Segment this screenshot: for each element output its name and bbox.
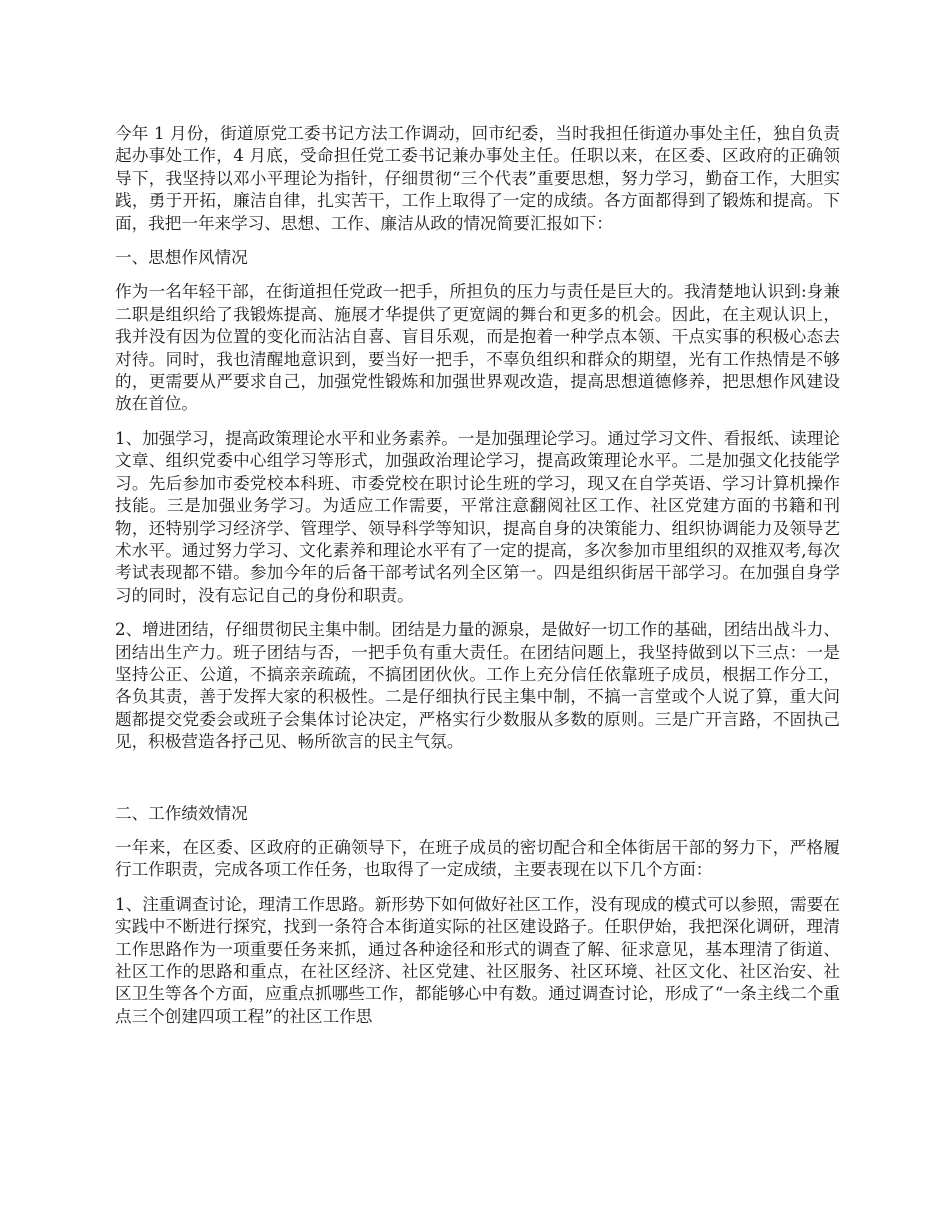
paragraph-study: 1、加强学习，提高政策理论水平和业务素养。一是加强理论学习。通过学习文件、看报纸、读理论文章、组织党委中心组学习等形式，加强政治理论学习，提高政策理论水平。二是加强文化技能学习。先后参加市委党校本科班、市委党校在职讨论生班的学习，现又在自学英语、学习计算机操作技能。三是加强业务学习。为适应工作需要，平常注意翻阅社区工作、社区党建方面的书籍和刊物，还特别学习经济学、管理学、领导科学等知识，提高自身的决策能力、组织协调能力及领导艺术水平。通过努力学习、文化素养和理论水平有了一定的提高，多次参加市里组织的双推双考,每次考试表现都不错。参加今年的后备干部考试名列全区第一。四是组织街居干部学习。在加强自身学习的同时，没有忘记自己的身份和职责。: [115, 428, 840, 605]
document-body: [115, 123, 840, 1040]
intro-paragraph: 今年 1 月份，街道原党工委书记方法工作调动，回市纪委，当时我担任街道办事处主任，独自负责起办事处工作，4 月底，受命担任党工委书记兼办事处主任。任职以来，在区委、区政府的正确领导下，我坚持以邓小平理论为指针，仔细贯彻“三个代表”重要思想，努力学习，勤奋工作，大胆实践，勇于开拓，廉洁自律，扎实苦干，工作上取得了一定的成绩。各方面都得到了锻炼和提高。下面，我把一年来学习、思想、工作、廉洁从政的情况简要汇报如下：: [115, 124, 840, 233]
paragraph-performance-intro: 一年来，在区委、区政府的正确领导下，在班子成员的密切配合和全体街居干部的努力下，严格履行工作职责，完成各项工作任务，也取得了一定成绩，主要表现在以下几个方面：: [115, 837, 840, 880]
section-heading-thought-style: 一、思想作风情况: [115, 248, 248, 268]
paragraph-thought-style: 作为一名年轻干部，在街道担任党政一把手，所担负的压力与责任是巨大的。我清楚地认识到:身兼二职是组织给了我锻炼提高、施展才华提供了更宽阔的舞台和更多的机会。因此，在主观认识上，我并没有因为位置的变化而沾沾自喜、盲目乐观，而是抱着一种学点本领、干点实事的积极心态去对待。同时，我也清醒地意识到，要当好一把手，不辜负组织和群众的期望，光有工作热情是不够的，更需要从严要求自己，加强党性锻炼和加强世界观改造，提高思想道德修养，把思想作风建设放在首位。: [115, 282, 840, 414]
paragraph-research: 1、注重调查讨论，理清工作思路。新形势下如何做好社区工作，没有现成的模式可以参照，需要在实践中不断进行探究，找到一条符合本街道实际的社区建设路子。任职伊始，我把深化调研，理清工作思路作为一项重要任务来抓，通过各种途径和形式的调查了解、征求意见，基本理清了街道、社区工作的思路和重点，在社区经济、社区党建、社区服务、社区环境、社区文化、社区治安、社区卫生等各个方面，应重点抓哪些工作，都能够心中有数。通过调查讨论，形成了“一条主线二个重点三个创建四项工程”的社区工作思: [115, 894, 840, 1026]
section-heading-performance: 二、工作绩效情况: [115, 803, 248, 823]
paragraph-unity: 2、增进团结，仔细贯彻民主集中制。团结是力量的源泉，是做好一切工作的基础，团结出战斗力、团结出生产力。班子团结与否，一把手负有重大责任。在团结问题上，我坚持做到以下三点：一是坚持公正、公道，不搞亲亲疏疏，不搞团团伙伙。工作上充分信任依靠班子成员，根据工作分工，各负其责，善于发挥大家的积极性。二是仔细执行民主集中制，不搞一言堂或个人说了算，重大问题都提交党委会或班子会集体讨论决定，严格实行少数服从多数的原则。三是广开言路，不固执己见，积极营造各抒己见、畅所欲言的民主气氛。: [115, 620, 840, 752]
section-gap: [115, 766, 840, 803]
